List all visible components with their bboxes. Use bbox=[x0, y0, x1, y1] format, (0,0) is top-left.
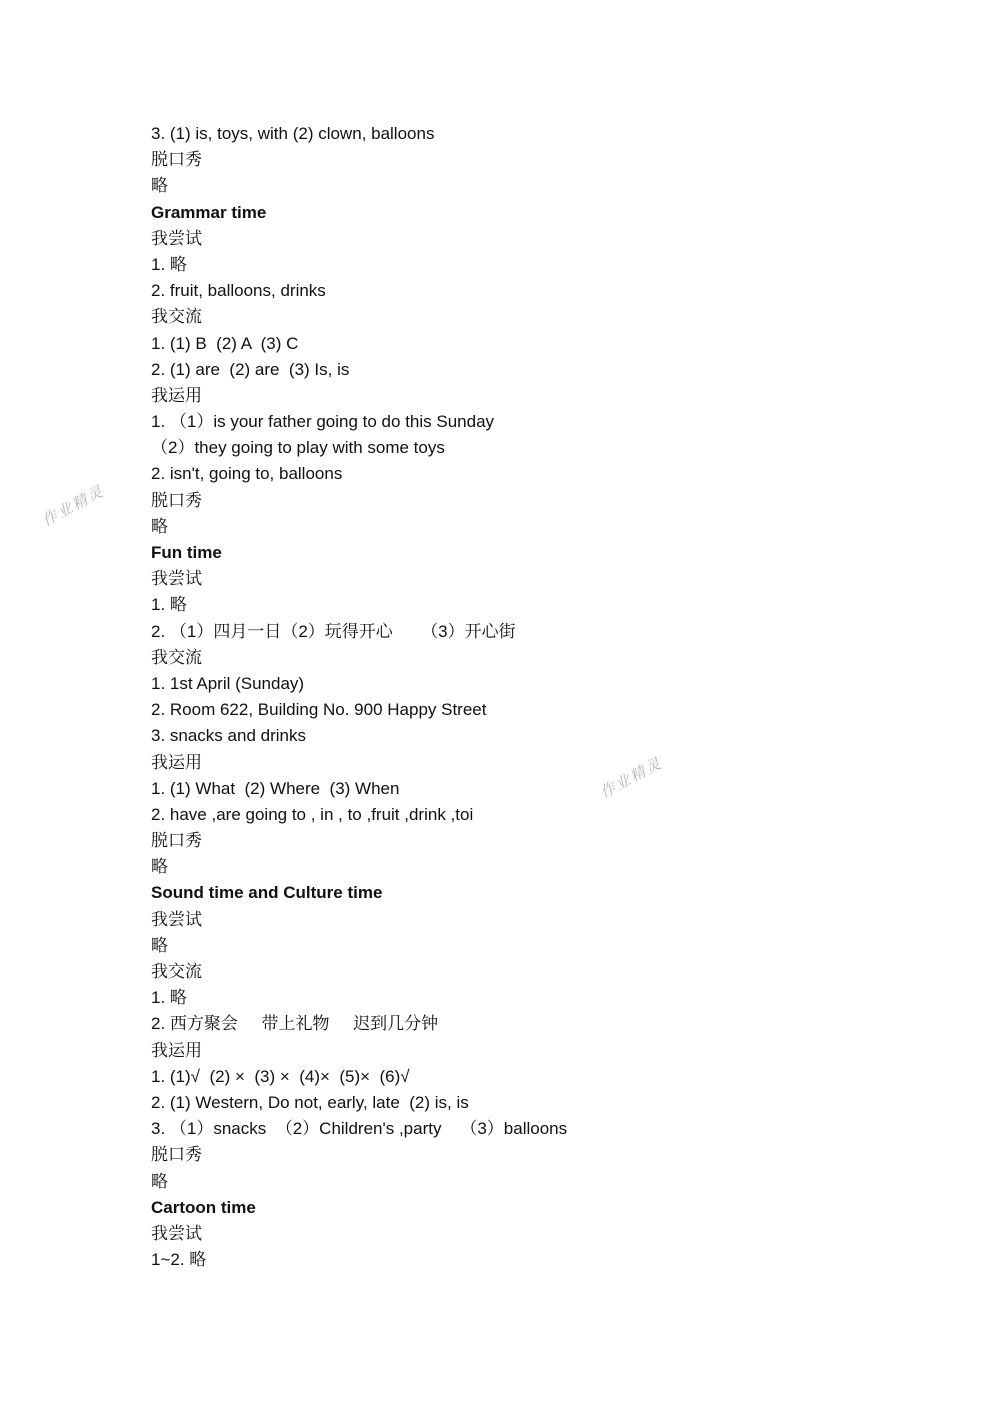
answer-line: 脱口秀 bbox=[151, 1145, 202, 1165]
answer-line: 脱口秀 bbox=[151, 831, 202, 851]
answer-line: 我运用 bbox=[151, 1040, 202, 1060]
section-heading: Sound time and Culture time bbox=[151, 883, 383, 903]
answer-line: 1~2. 略 bbox=[151, 1250, 207, 1270]
answer-line: 2. （1）四月一日（2）玩得开心 （3）开心街 bbox=[151, 621, 516, 641]
section-heading: Fun time bbox=[151, 543, 222, 562]
answer-line: 2. isn't, going to, balloons bbox=[151, 464, 343, 484]
answer-document bbox=[151, 121, 951, 1273]
answer-line: 略 bbox=[151, 176, 168, 196]
answer-line: 1. （1）is your father going to do this Sunday bbox=[151, 412, 495, 432]
answer-line: 2. (1) Western, Do not, early, late (2) is, is bbox=[151, 1092, 469, 1112]
answer-line: 略 bbox=[151, 935, 168, 955]
answer-line: 2. Room 622, Building No. 900 Happy Street bbox=[151, 700, 487, 720]
watermark: 作业精灵 bbox=[38, 481, 108, 530]
answer-line: 3. (1) is, toys, with (2) clown, balloons bbox=[151, 124, 435, 143]
answer-line: （2）they going to play with some toys bbox=[151, 438, 445, 458]
answer-line: 3. snacks and drinks bbox=[151, 726, 306, 746]
answer-line: 2. fruit, balloons, drinks bbox=[151, 281, 326, 301]
answer-line: 2. (1) are (2) are (3) Is, is bbox=[151, 359, 350, 379]
answer-line: 我运用 bbox=[151, 752, 202, 772]
answer-line: 1. 略 bbox=[151, 988, 187, 1008]
answer-line: 1. 略 bbox=[151, 595, 187, 615]
answer-line: 1. (1) B (2) A (3) C bbox=[151, 333, 299, 353]
answer-line: 3. （1）snacks （2）Children's ,party （3）balloons bbox=[151, 1119, 568, 1139]
answer-line: 1. (1)√ (2) × (3) × (4)× (5)× (6)√ bbox=[151, 1066, 410, 1086]
answer-line: 我尝试 bbox=[151, 569, 202, 589]
answer-line: 1. (1) What (2) Where (3) When bbox=[151, 778, 400, 798]
section-heading: Grammar time bbox=[151, 202, 267, 222]
answer-line: 2. have ,are going to , in , to ,fruit ,drink ,toi bbox=[151, 804, 474, 824]
answer-line: 我尝试 bbox=[151, 1223, 202, 1243]
answer-line: 略 bbox=[151, 857, 168, 877]
answer-line: 我运用 bbox=[151, 385, 202, 405]
answer-line: 脱口秀 bbox=[151, 150, 202, 170]
answer-line: 我尝试 bbox=[151, 909, 202, 929]
answer-line: 脱口秀 bbox=[151, 490, 202, 510]
answer-line: 1. 略 bbox=[151, 254, 187, 274]
answer-line: 我尝试 bbox=[151, 228, 202, 248]
answer-line: 略 bbox=[151, 516, 168, 536]
answer-line: 我交流 bbox=[151, 962, 202, 981]
section-heading: Cartoon time bbox=[151, 1197, 256, 1217]
answer-line: 略 bbox=[151, 1171, 168, 1191]
answer-line: 1. 1st April (Sunday) bbox=[151, 673, 305, 693]
watermark: 作业精灵 bbox=[596, 753, 666, 802]
answer-line: 2. 西方聚会 带上礼物 迟到几分钟 bbox=[151, 1014, 439, 1034]
answer-line: 我交流 bbox=[151, 307, 202, 327]
answer-line: 我交流 bbox=[151, 647, 202, 667]
